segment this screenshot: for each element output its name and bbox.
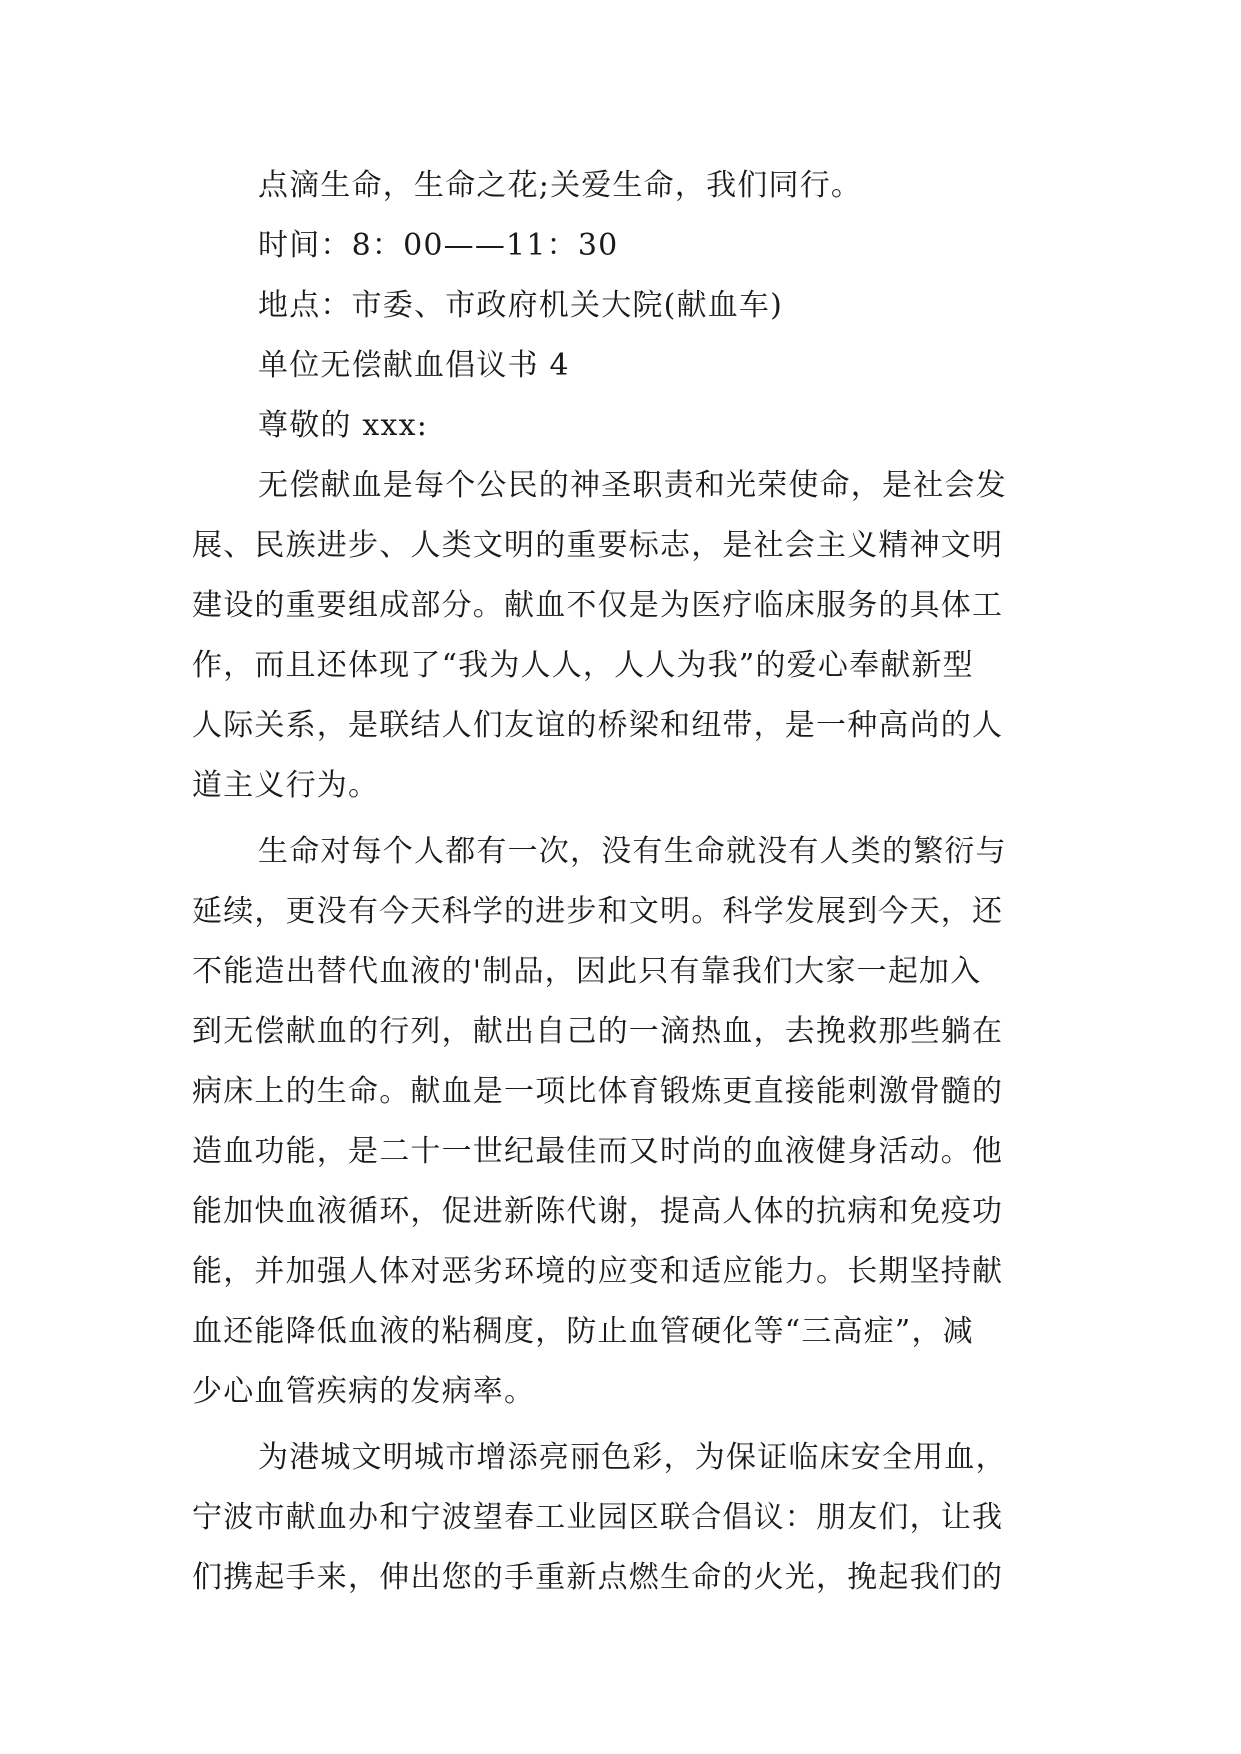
paragraph-line: 们携起手来，伸出您的手重新点燃生命的火光，挽起我们的	[192, 1560, 1004, 1595]
paragraph-line: 宁波市献血办和宁波望春工业园区联合倡议：朋友们，让我	[192, 1500, 1004, 1535]
paragraph-line: 展、民族进步、人类文明的重要标志，是社会主义精神文明	[192, 528, 1004, 563]
paragraph-line: 血还能降低血液的粘稠度，防止血管硬化等“三高症”，减	[192, 1314, 974, 1349]
location-line: 地点：市委、市政府机关大院(献血车)	[258, 288, 784, 323]
slogan-line: 点滴生命，生命之花;关爱生命，我们同行。	[258, 168, 863, 203]
paragraph-line: 造血功能，是二十一世纪最佳而又时尚的血液健身活动。他	[192, 1134, 1004, 1169]
paragraph-line: 无偿献血是每个公民的神圣职责和光荣使命，是社会发	[258, 468, 1007, 503]
paragraph-2	[192, 822, 1054, 1422]
intro-section	[192, 156, 1054, 456]
paragraph-line: 能，并加强人体对恶劣环境的应变和适应能力。长期坚持献	[192, 1254, 1004, 1289]
paragraph-line: 少心血管疾病的发病率。	[192, 1374, 536, 1409]
salutation: 尊敬的 xxx:	[258, 408, 429, 443]
paragraph-line: 不能造出替代血液的'制品，因此只有靠我们大家一起加入	[192, 954, 982, 989]
paragraph-line: 为港城文明城市增添亮丽色彩，为保证临床安全用血，	[258, 1440, 1007, 1475]
paragraph-3	[192, 1428, 1054, 1608]
paragraph-line: 作，而且还体现了“我为人人，人人为我”的爱心奉献新型	[192, 648, 974, 683]
section-title: 单位无偿献血倡议书 4	[258, 348, 570, 383]
paragraph-line: 到无偿献血的行列，献出自己的一滴热血，去挽救那些躺在	[192, 1014, 1004, 1049]
paragraph-line: 人际关系，是联结人们友谊的桥梁和纽带，是一种高尚的人	[192, 708, 1004, 743]
paragraph-line: 生命对每个人都有一次，没有生命就没有人类的繁衍与	[258, 834, 1007, 869]
paragraph-line: 能加快血液循环，促进新陈代谢，提高人体的抗病和免疫功	[192, 1194, 1004, 1229]
document-body	[192, 156, 1054, 1614]
paragraph-line: 病床上的生命。献血是一项比体育锻炼更直接能刺激骨髓的	[192, 1074, 1004, 1109]
paragraph-1	[192, 456, 1054, 816]
time-line: 时间：8：00——11：30	[258, 228, 619, 263]
paragraph-line: 道主义行为。	[192, 768, 380, 803]
paragraph-line: 延续，更没有今天科学的进步和文明。科学发展到今天，还	[192, 894, 1004, 929]
paragraph-line: 建设的重要组成部分。献血不仅是为医疗临床服务的具体工	[192, 588, 1004, 623]
